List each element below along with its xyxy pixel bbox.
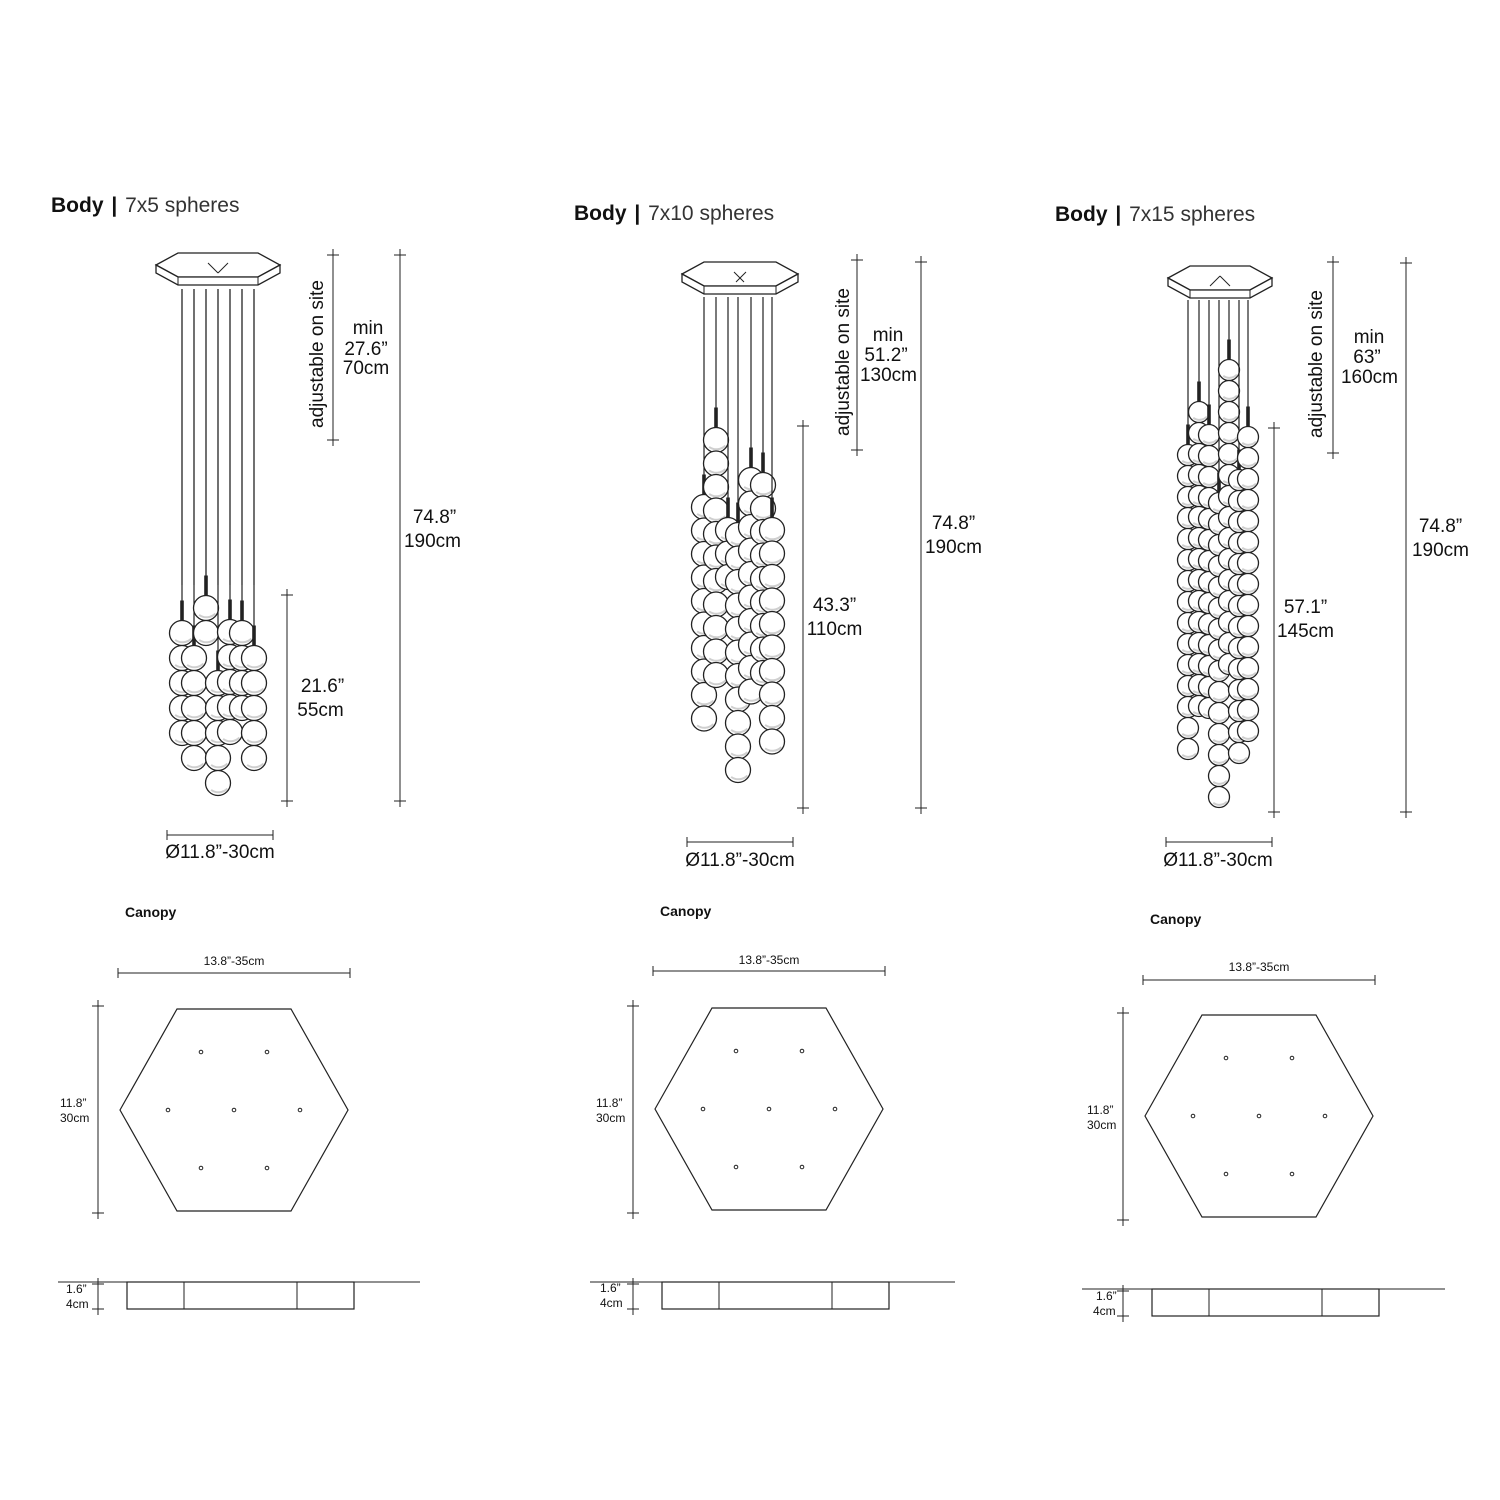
sphere (230, 621, 255, 646)
panel-2-canopy-height-cm: 30cm (596, 1111, 626, 1125)
canopy-width-dimension (118, 968, 350, 978)
panel-2-cluster-in: 43.3” (812, 595, 857, 616)
sphere (1209, 787, 1230, 808)
panel-3-canopy-height-in: 11.8” (1087, 1103, 1114, 1117)
canopy-profile (662, 1282, 889, 1309)
sphere (1238, 448, 1259, 469)
panel-3-cluster-in: 57.1” (1283, 597, 1328, 618)
sphere-column (704, 297, 729, 688)
sphere (1219, 402, 1240, 423)
cable-grip (180, 601, 184, 621)
panel-1-total-cm: 190cm (403, 531, 462, 552)
cable-grip (749, 448, 753, 468)
cable-hole (1224, 1056, 1228, 1060)
sphere-column (182, 289, 207, 771)
panel-2-variant: 7x10 spheres (648, 202, 775, 225)
canopy-plan (120, 1009, 348, 1211)
diameter-dimension (167, 830, 273, 840)
panel-1-canopy-depth-in: 1.6” (66, 1282, 87, 1296)
sphere (704, 616, 729, 641)
sphere (170, 621, 195, 646)
sphere (194, 596, 219, 621)
canopy-depth-dimension (627, 1278, 639, 1315)
sphere (1238, 511, 1259, 532)
sphere (1238, 637, 1259, 658)
panel-3-canopy-height-cm: 30cm (1087, 1118, 1117, 1132)
sphere (760, 588, 785, 613)
canopy-depth-dimension (92, 1278, 104, 1315)
canopy-width-dimension (653, 966, 885, 976)
cable-hole (734, 1165, 738, 1169)
panel-2-separator: | (634, 202, 641, 225)
sphere (242, 721, 267, 746)
panel-1-diameter: Ø11.8”-30cm (165, 842, 275, 863)
cable-grip (1246, 407, 1250, 427)
sphere (704, 451, 729, 476)
sphere (760, 541, 785, 566)
cable-hole (265, 1166, 269, 1170)
sphere (726, 734, 751, 759)
canopy-plan (655, 1008, 883, 1210)
panel-3-min-cm: 160cm (1340, 367, 1399, 388)
cable-grip (1197, 382, 1201, 402)
cable-grip (240, 601, 244, 621)
cable-hole (232, 1108, 236, 1112)
cluster-height-dimension (797, 420, 809, 814)
panel-1-total-in: 74.8” (412, 507, 457, 528)
panel-1-variant: 7x5 spheres (125, 194, 240, 217)
panel-3-adjustable-label: adjustable on site (1306, 290, 1327, 438)
cable-hole (800, 1165, 804, 1169)
cable-hole (833, 1107, 837, 1111)
canopy-height-dimension (627, 1000, 639, 1219)
sphere (1178, 718, 1199, 739)
sphere (182, 721, 207, 746)
panel-3-body-label: Body (1055, 203, 1108, 226)
sphere (218, 720, 243, 745)
sphere (1209, 766, 1230, 787)
canopy-plan (1145, 1015, 1373, 1217)
panel-3-canopy-width: 13.8”-35cm (1228, 960, 1290, 974)
sphere (182, 696, 207, 721)
sphere-column (242, 289, 267, 771)
sphere (206, 771, 231, 796)
canopy-profile (1152, 1289, 1379, 1316)
ceiling-canopy (156, 253, 280, 285)
ceiling-canopy (1168, 266, 1272, 298)
cable-hole (701, 1107, 705, 1111)
ceiling-canopy (682, 262, 798, 294)
sphere (1238, 574, 1259, 595)
sphere (1238, 532, 1259, 553)
sphere (760, 729, 785, 754)
sphere (1238, 490, 1259, 511)
panel-1-canopy-label: Canopy (125, 904, 177, 920)
cable-hole (800, 1049, 804, 1053)
cable-grip (1227, 340, 1231, 360)
cable-grip (770, 498, 774, 518)
panel-3-canopy-depth-cm: 4cm (1093, 1304, 1116, 1318)
sphere (1199, 467, 1220, 488)
panel-2-min-in: 51.2” (864, 345, 908, 366)
sphere (760, 565, 785, 590)
panel-1-adjustable-label: adjustable on site (307, 280, 328, 428)
panel-3-total-cm: 190cm (1411, 540, 1470, 561)
panel-2-min-cm: 130cm (859, 365, 918, 386)
cable-hole (734, 1049, 738, 1053)
panel-3-separator: | (1115, 203, 1122, 226)
sphere (1238, 553, 1259, 574)
panel-2-canopy-width: 13.8”-35cm (738, 953, 800, 967)
sphere (1238, 427, 1259, 448)
sphere (1238, 595, 1259, 616)
cable-grip (204, 576, 208, 596)
panel-3-variant: 7x15 spheres (1129, 203, 1256, 226)
cluster-height-dimension (1268, 422, 1280, 818)
panel-3-total-in: 74.8” (1418, 516, 1463, 537)
panel-1-cluster-cm: 55cm (297, 700, 344, 721)
sphere (182, 646, 207, 671)
panel-1-drawing (58, 249, 420, 1315)
canopy-side-view (58, 1282, 420, 1309)
panel-1-canopy-width: 13.8”-35cm (203, 954, 265, 968)
sphere-column (1238, 300, 1259, 742)
panel-1-min-in: 27.6” (344, 339, 388, 360)
cable-hole (1191, 1114, 1195, 1118)
canopy-side-view (1082, 1289, 1445, 1316)
panel-2-adjustable-label: adjustable on site (833, 288, 854, 436)
canopy-profile (127, 1282, 354, 1309)
panel-2-diameter: Ø11.8”-30cm (685, 850, 795, 871)
panel-1-title (51, 194, 239, 218)
panel-1-body-label: Body (51, 194, 104, 217)
panel-1-canopy-height-in: 11.8” (60, 1096, 87, 1110)
sphere (1238, 700, 1259, 721)
cable-hole (199, 1166, 203, 1170)
sphere (760, 612, 785, 637)
panel-2-title (574, 202, 774, 226)
panel-3-canopy-depth-in: 1.6” (1096, 1289, 1117, 1303)
sphere (1189, 402, 1210, 423)
sphere (1238, 469, 1259, 490)
cable-grip (228, 600, 232, 620)
sphere (704, 663, 729, 688)
sphere (242, 646, 267, 671)
sphere (1209, 724, 1230, 745)
canopy-width-dimension (1143, 975, 1375, 985)
sphere (760, 518, 785, 543)
panel-1-cluster-in: 21.6” (300, 676, 345, 697)
cable-grip (714, 408, 718, 428)
cable-grip (761, 453, 765, 473)
canopy-side-view (590, 1282, 955, 1309)
canopy-top (682, 262, 798, 286)
sphere (1199, 446, 1220, 467)
sphere (1178, 739, 1199, 760)
panel-2-total-cm: 190cm (924, 537, 983, 558)
cable-hole (1257, 1114, 1261, 1118)
sphere (692, 706, 717, 731)
panel-2-body-label: Body (574, 202, 627, 225)
panel-1-min-cm: 70cm (342, 358, 390, 379)
cable-hole (1290, 1172, 1294, 1176)
panel-3-title (1055, 203, 1255, 227)
sphere (726, 758, 751, 783)
panel-3-drawing (1082, 256, 1445, 1322)
panel-2-canopy-height-in: 11.8” (596, 1096, 623, 1110)
canopy-depth-dimension (1117, 1285, 1129, 1322)
panel-2-min-label: min (872, 325, 904, 346)
cable-hole (767, 1107, 771, 1111)
sphere (1238, 721, 1259, 742)
canopy-top (156, 253, 280, 277)
panel-1-min-label: min (352, 318, 384, 339)
panel-2-drawing (590, 254, 955, 1315)
sphere (1209, 745, 1230, 766)
panel-1-canopy-depth-cm: 4cm (66, 1297, 89, 1311)
cable-hole (1224, 1172, 1228, 1176)
sphere (242, 696, 267, 721)
panel-2-total-in: 74.8” (931, 513, 976, 534)
canopy-height-dimension (92, 1000, 104, 1219)
sphere (760, 635, 785, 660)
panel-3-cluster-cm: 145cm (1276, 621, 1335, 642)
cable-hole (265, 1050, 269, 1054)
sphere (182, 746, 207, 771)
sphere (726, 711, 751, 736)
cable-grip (1207, 405, 1211, 425)
sphere (704, 639, 729, 664)
sphere (194, 621, 219, 646)
sphere (206, 746, 231, 771)
sphere (1219, 360, 1240, 381)
sphere (704, 428, 729, 453)
cable-grip (726, 498, 730, 518)
sphere (760, 706, 785, 731)
panel-1-canopy-height-cm: 30cm (60, 1111, 90, 1125)
sphere (242, 746, 267, 771)
sphere (1209, 703, 1230, 724)
panel-3-min-in: 63” (1353, 347, 1381, 368)
panel-3-canopy-label: Canopy (1150, 911, 1202, 927)
canopy-height-dimension (1117, 1007, 1129, 1226)
sphere (1219, 444, 1240, 465)
cable-hole (1323, 1114, 1327, 1118)
panel-2-canopy-label: Canopy (660, 903, 712, 919)
cable-hole (1290, 1056, 1294, 1060)
sphere (1238, 658, 1259, 679)
cluster-height-dimension (281, 589, 293, 807)
sphere (1238, 616, 1259, 637)
panel-2-canopy-depth-cm: 4cm (600, 1296, 623, 1310)
sphere (1209, 682, 1230, 703)
sphere (704, 475, 729, 500)
sphere (1219, 423, 1240, 444)
cable-hole (166, 1108, 170, 1112)
panel-3-min-label: min (1353, 327, 1385, 348)
sphere (760, 682, 785, 707)
sphere-column (194, 289, 219, 646)
sphere (1199, 425, 1220, 446)
sphere (1219, 381, 1240, 402)
panel-1-separator: | (111, 194, 118, 217)
sphere (1229, 743, 1250, 764)
diameter-dimension (1166, 837, 1272, 847)
sphere (760, 659, 785, 684)
sphere (182, 671, 207, 696)
panel-2-cluster-cm: 110cm (806, 619, 863, 640)
sphere (704, 592, 729, 617)
sphere (1238, 679, 1259, 700)
cable-hole (199, 1050, 203, 1054)
sphere (242, 671, 267, 696)
cable-grip (252, 626, 256, 646)
panel-2-canopy-depth-in: 1.6” (600, 1281, 621, 1295)
cable-hole (298, 1108, 302, 1112)
panel-3-diameter: Ø11.8”-30cm (1163, 850, 1273, 871)
diameter-dimension (687, 837, 793, 847)
